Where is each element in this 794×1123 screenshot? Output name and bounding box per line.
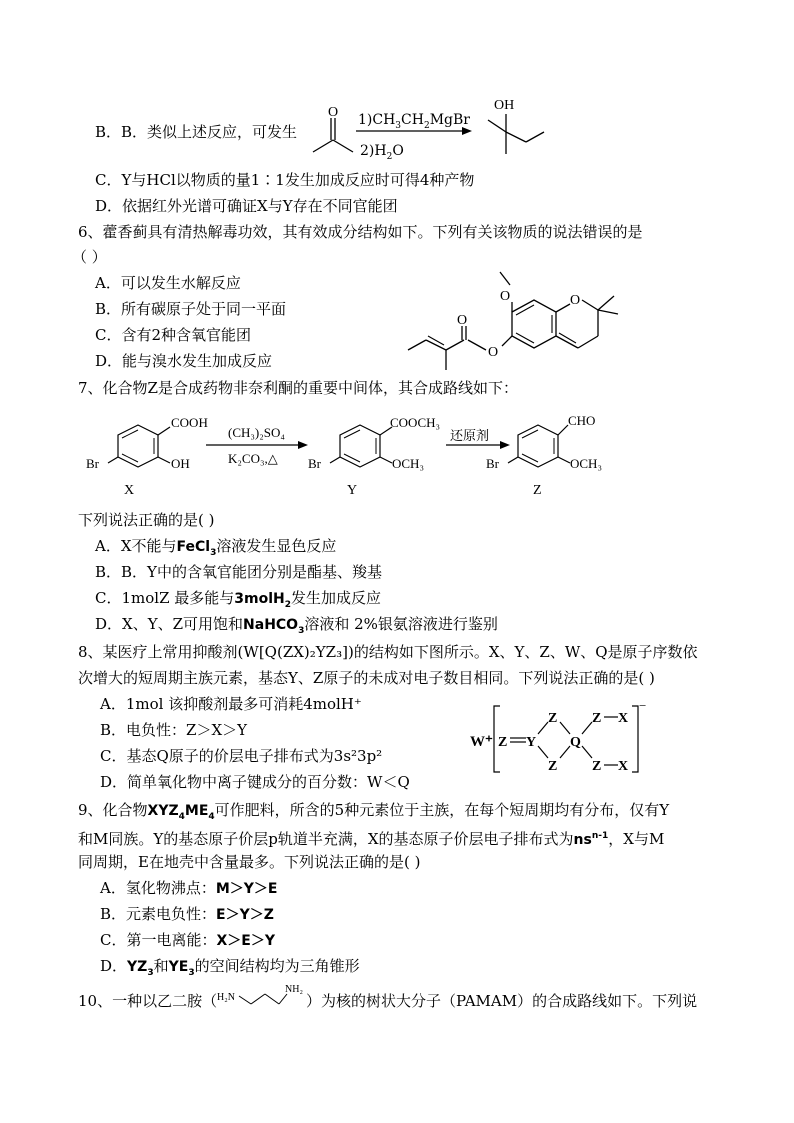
svg-text:Y: Y [347, 483, 358, 498]
svg-text:还原剂: 还原剂 [450, 428, 490, 443]
q7-synthesis-route [78, 405, 638, 505]
q7-option-b: B．B．Y中的含氧官能团分别是酯基、羧基 [95, 563, 382, 581]
svg-text:X: X [618, 711, 629, 726]
q5-reagent-2: $2)H_2O$ [360, 143, 404, 162]
q6-stem: 6、藿香蓟具有清热解毒功效，其有效成分结构如下。下列有关该物质的说法错误的是 [78, 223, 643, 241]
acetone-o: O [328, 105, 339, 120]
svg-text:OCH₃: OCH₃ [392, 456, 424, 471]
q8-structure [468, 700, 648, 778]
svg-text:X: X [124, 483, 135, 498]
svg-text:Z: Z [592, 759, 602, 774]
svg-text:OCH₃: OCH₃ [570, 456, 602, 471]
svg-text:OH: OH [171, 456, 190, 471]
product-oh: OH [494, 98, 515, 113]
svg-text:Br: Br [86, 456, 99, 471]
q10-stem-start: 10、一种以乙二胺（ [78, 992, 218, 1010]
ethylenediamine-structure [215, 982, 311, 1012]
svg-text:COOH: COOH [171, 415, 208, 430]
q6-o-ring: O [570, 293, 581, 308]
svg-text:Br: Br [486, 456, 499, 471]
q8-option-a: A．1mol 该抑酸剂最多可消耗4molH⁺ [100, 695, 362, 713]
svg-text:W⁺: W⁺ [470, 734, 493, 750]
q9-option-a: A．氢化物沸点：M＞Y＞E [100, 879, 278, 897]
svg-text:COOCH₃: COOCH₃ [390, 415, 441, 430]
svg-text:Y: Y [526, 735, 537, 750]
q6-option-a: A．可以发生水解反应 [95, 274, 241, 292]
q7-option-a: A．X不能与FeCl$_3$溶液发生显色反应 [95, 537, 337, 558]
q8-option-c: C．基态Q原子的价层电子排布式为3s²3p² [100, 747, 383, 765]
acetone-structure [305, 102, 355, 162]
q6-option-b: B．所有碳原子处于同一平面 [95, 300, 287, 318]
q9-stem-3: 同周期，E在地壳中含量最多。下列说法正确的是( ) [78, 853, 421, 871]
svg-text:(CH₃)₂SO₄: (CH₃)₂SO₄ [228, 425, 285, 440]
compound-z [486, 413, 602, 498]
q5-product-structure [478, 94, 558, 164]
svg-text:Z: Z [592, 711, 602, 726]
q6-paren: （ ） [72, 248, 107, 266]
q8-stem-1: 8、某医疗上常用抑酸剂(W[Q(ZX)₂YZ₃])的结构如下图所示。X、Y、Z、W、Q是原子序数依 [78, 643, 698, 661]
q5-option-c: C．Y与HCl以物质的量1∶1发生加成反应时可得4种产物 [95, 171, 475, 189]
q5-reaction-arrow [356, 126, 472, 136]
q5-option-d: D．依据红外光谱可确证X与Y存在不同官能团 [95, 197, 398, 215]
svg-text:Z: Z [498, 735, 508, 750]
q7-question: 下列说法正确的是( ) [78, 511, 215, 529]
svg-text:H₂N: H₂N [217, 992, 235, 1003]
q8-option-b: B．电负性：Z＞X＞Y [100, 721, 248, 739]
compound-y [308, 415, 440, 498]
q5-option-b: B．B．类似上述反应，可发生 [95, 123, 298, 141]
q5-reagent-1: $1)CH_3CH_2MgBr$ [358, 112, 470, 131]
q8-option-d: D．简单氧化物中离子键成分的百分数：W＜Q [100, 773, 410, 791]
svg-text:X: X [618, 759, 629, 774]
svg-text:Z: Z [533, 483, 542, 498]
q6-o-ester: O [488, 345, 499, 360]
q9-option-b: B．元素电负性：E＞Y＞Z [100, 905, 274, 923]
q6-o-methoxy: O [500, 289, 511, 304]
q7-option-c: C．1molZ 最多能与3molH$_2$发生加成反应 [95, 589, 382, 610]
svg-text:Z: Z [548, 759, 558, 774]
svg-text:Q: Q [570, 735, 581, 750]
svg-text:NH₂: NH₂ [285, 984, 303, 995]
q8-stem-2: 次增大的短周期主族元素，基态Y、Z原子的未成对电子数目相同。下列说法正确的是( ) [78, 669, 655, 687]
svg-text:Br: Br [308, 456, 321, 471]
svg-text:CHO: CHO [568, 413, 596, 428]
compound-x [86, 415, 208, 498]
svg-text:Z: Z [548, 711, 558, 726]
svg-text:K₂CO₃,△: K₂CO₃,△ [228, 451, 278, 466]
q6-option-d: D．能与溴水发生加成反应 [95, 352, 273, 370]
q9-stem-1: 9、化合物$XYZ_4ME_4$可作肥料，所含的5种元素位于主族，在每个短周期均有分布，仅有Y [78, 801, 670, 822]
q9-option-d: D．$YZ_3$和$YE_3$的空间结构均为三角锥形 [100, 957, 360, 978]
svg-text:−: − [639, 698, 647, 713]
q10-stem-end: ）为核的树状大分子（PAMAM）的合成路线如下。下列说 [306, 992, 698, 1010]
q6-chromene-structure [400, 252, 640, 377]
q6-o-carbonyl: O [457, 313, 468, 328]
q7-option-d: D．X、Y、Z可用饱和NaHCO$_3$溶液和 2%银氨溶液进行鉴别 [95, 615, 498, 636]
q6-option-c: C．含有2种含氧官能团 [95, 326, 252, 344]
q9-stem-2: 和M同族。Y的基态原子价层p轨道半充满，X的基态原子价层电子排布式为$ns^{n-1}$，X与M [78, 830, 665, 848]
q9-option-c: C．第一电离能：X＞E＞Y [100, 931, 275, 949]
q7-stem: 7、化合物Z是合成药物非奈利酮的重要中间体，其合成路线如下： [78, 379, 518, 397]
